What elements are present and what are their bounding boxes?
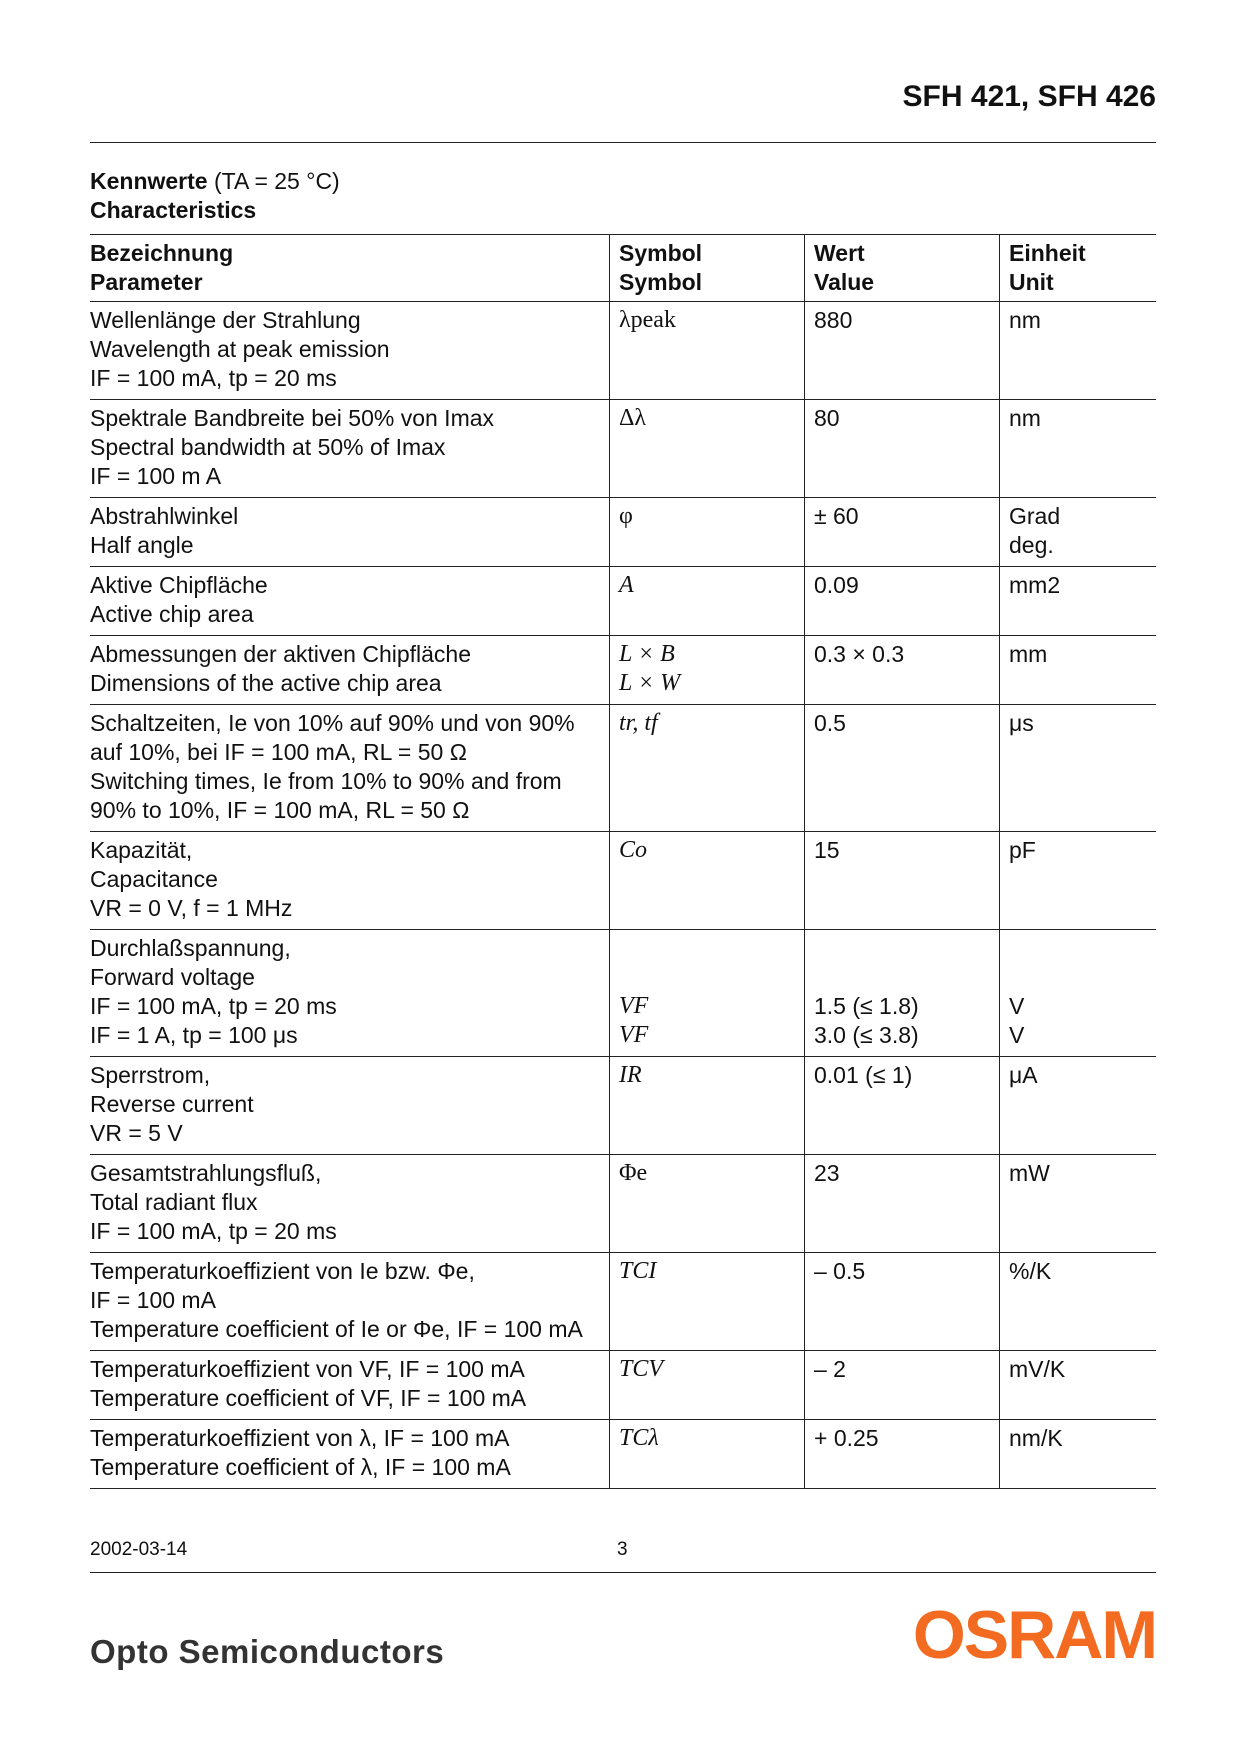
unit-cell: Grad deg. — [1000, 498, 1157, 567]
unit-cell: pF — [1000, 832, 1157, 930]
characteristics-table — [90, 234, 1156, 1489]
header-symbol: Symbol Symbol — [610, 235, 805, 302]
symbol-cell: φ — [610, 498, 805, 567]
section-title-en: Characteristics — [90, 197, 257, 223]
value-cell: 15 — [805, 832, 1000, 930]
unit-cell: nm/K — [1000, 1420, 1157, 1489]
unit-cell: μs — [1000, 705, 1157, 832]
param-cell: Temperaturkoeffizient von VF, IF = 100 mA Temperature coefficient of VF, IF = 100 mA — [90, 1356, 527, 1411]
footer-brand: Opto Semiconductors — [90, 1633, 445, 1670]
page-number: 3 — [617, 1539, 628, 1560]
symbol-cell: IR — [610, 1057, 805, 1155]
value-cell: 0.5 — [805, 705, 1000, 832]
value-cell: 23 — [805, 1155, 1000, 1253]
value-cell: 0.01 (≤ 1) — [805, 1057, 1000, 1155]
table-row — [90, 1057, 1156, 1155]
value-cell: – 0.5 — [805, 1253, 1000, 1351]
osram-logo: OSRAM — [912, 1597, 1156, 1673]
symbol-cell: TCI — [610, 1253, 805, 1351]
footer-rule — [90, 1572, 1156, 1573]
symbol-cell: Φe — [610, 1155, 805, 1253]
table-row — [90, 1155, 1156, 1253]
param-cell: Temperaturkoeffizient von λ, IF = 100 mA Temperature coefficient of λ, IF = 100 mA — [90, 1425, 511, 1480]
param-cell: Aktive Chipfläche Active chip area — [90, 572, 268, 627]
table-row — [90, 1253, 1156, 1351]
value-cell: – 2 — [805, 1351, 1000, 1420]
header-value: Wert Value — [805, 235, 1000, 302]
section-heading — [90, 167, 340, 225]
value-cell: ± 60 — [805, 498, 1000, 567]
table-row — [90, 705, 1156, 832]
table-row — [90, 400, 1156, 498]
document-title: SFH 421, SFH 426 — [902, 80, 1156, 113]
unit-cell: %/K — [1000, 1253, 1157, 1351]
table-row — [90, 930, 1156, 1057]
param-cell: Abstrahlwinkel Half angle — [90, 503, 239, 558]
table-row — [90, 636, 1156, 705]
param-cell: Temperaturkoeffizient von Ie bzw. Φe, IF = 100 mA Temperature coefficient of Ie or Φe, IF = 100 mA — [90, 1258, 583, 1342]
param-cell: Gesamtstrahlungsfluß, Total radiant flux IF = 100 mA, tp = 20 ms — [90, 1160, 337, 1244]
table-row — [90, 832, 1156, 930]
header-rule — [90, 142, 1156, 143]
symbol-cell: Δλ — [610, 400, 805, 498]
table-row — [90, 1420, 1156, 1489]
table-header-row — [90, 235, 1156, 302]
param-cell: Kapazität, Capacitance VR = 0 V, f = 1 MHz — [90, 837, 293, 921]
value-cell: 880 — [805, 302, 1000, 400]
table-row — [90, 1351, 1156, 1420]
value-cell: 1.5 (≤ 1.8) 3.0 (≤ 3.8) — [805, 930, 1000, 1057]
param-cell: Durchlaßspannung, Forward voltage IF = 100 mA, tp = 20 ms IF = 1 A, tp = 100 μs — [90, 935, 337, 1048]
value-cell: 0.09 — [805, 567, 1000, 636]
param-cell: Schaltzeiten, Ie von 10% auf 90% und von 90% auf 10%, bei IF = 100 mA, RL = 50 Ω Switching times, Ie from 10% to 90% and from 90% to 10%, IF = 100 mA, RL = 50 Ω — [90, 710, 575, 823]
footer-date: 2002-03-14 — [90, 1539, 188, 1560]
unit-cell: nm — [1000, 302, 1157, 400]
symbol-cell: Co — [610, 832, 805, 930]
param-cell: Wellenlänge der Strahlung Wavelength at peak emission IF = 100 mA, tp = 20 ms — [90, 307, 390, 391]
section-title-de: Kennwerte — [90, 168, 208, 194]
symbol-cell: TCλ — [610, 1420, 805, 1489]
section-condition: (TA = 25 °C) — [213, 168, 340, 194]
symbol-cell: L × B L × W — [610, 636, 805, 705]
value-cell: 0.3 × 0.3 — [805, 636, 1000, 705]
table-row — [90, 302, 1156, 400]
value-cell: 80 — [805, 400, 1000, 498]
header-unit: Einheit Unit — [1000, 235, 1157, 302]
symbol-cell: λpeak — [610, 302, 805, 400]
symbol-cell: A — [610, 567, 805, 636]
unit-cell: mm2 — [1000, 567, 1157, 636]
unit-cell: V V — [1000, 930, 1157, 1057]
unit-cell: mm — [1000, 636, 1157, 705]
value-cell: + 0.25 — [805, 1420, 1000, 1489]
unit-cell: nm — [1000, 400, 1157, 498]
unit-cell: μA — [1000, 1057, 1157, 1155]
param-cell: Abmessungen der aktiven Chipfläche Dimensions of the active chip area — [90, 641, 472, 696]
table-row — [90, 498, 1156, 567]
unit-cell: mW — [1000, 1155, 1157, 1253]
symbol-cell: tr, tf — [610, 705, 805, 832]
param-cell: Spektrale Bandbreite bei 50% von Imax Spectral bandwidth at 50% of Imax IF = 100 m A — [90, 405, 495, 489]
symbol-cell: VF VF — [610, 930, 805, 1057]
param-cell: Sperrstrom, Reverse current VR = 5 V — [90, 1062, 254, 1146]
symbol-cell: TCV — [610, 1351, 805, 1420]
unit-cell: mV/K — [1000, 1351, 1157, 1420]
table-row — [90, 567, 1156, 636]
header-parameter: Bezeichnung Parameter — [90, 240, 234, 295]
